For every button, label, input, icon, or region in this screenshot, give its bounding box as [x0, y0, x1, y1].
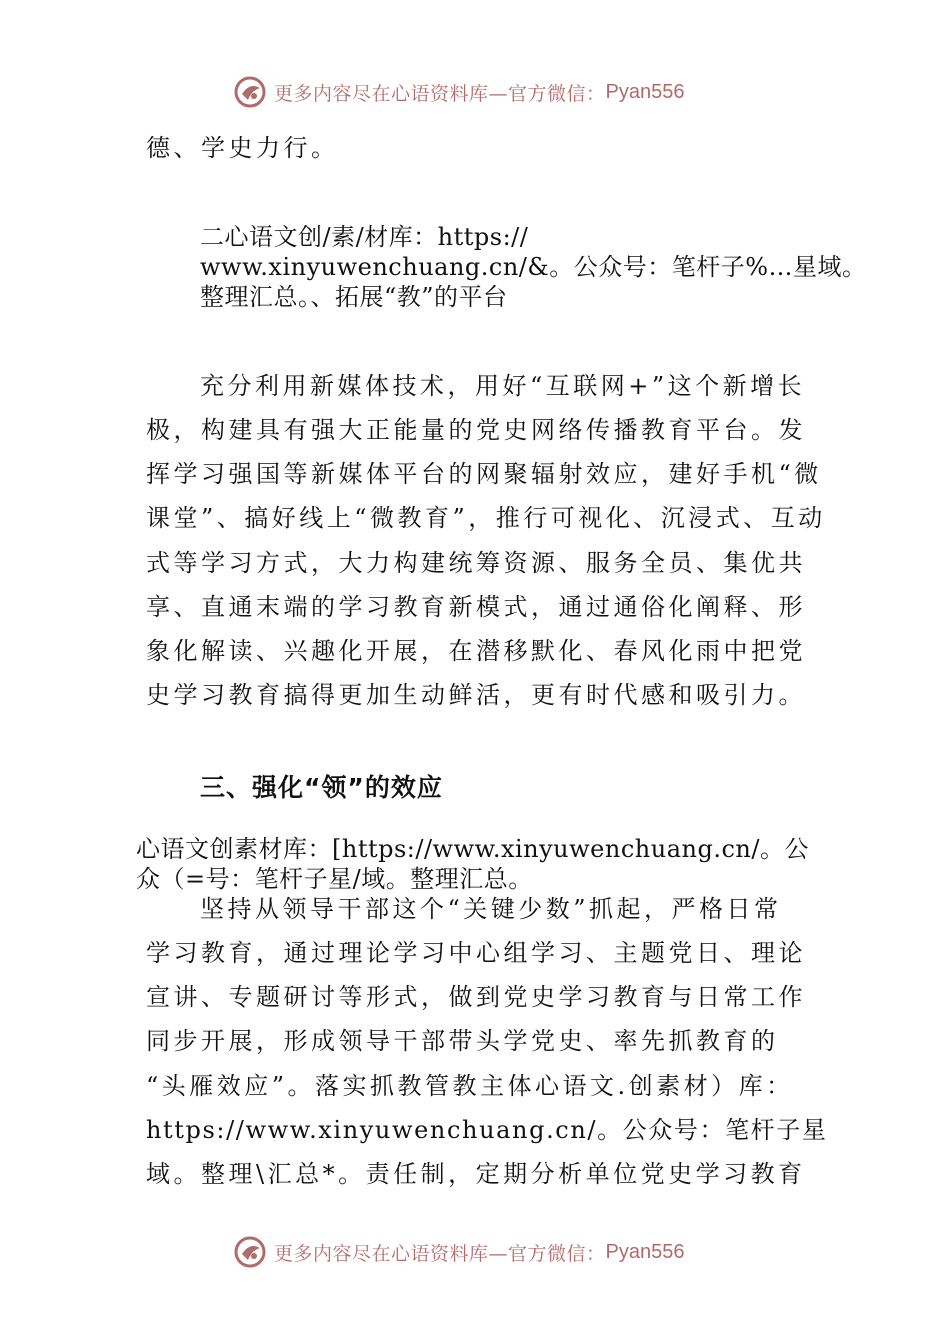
text-line: 同步开展，形成领导干部带头学党史、率先抓教育的 [146, 1027, 779, 1055]
text-line: https://www.xinyuwenchuang.cn/。公众号：笔杆子星 [146, 1116, 828, 1144]
seal-logo-icon [232, 74, 268, 110]
watermark-text: 更多内容尽在心语资料库—官方微信： [274, 1242, 606, 1265]
watermark-wechat: Pyan556 [605, 80, 685, 103]
text-line: “头雁效应”。落实抓教管教主体心语文.创素材）库： [146, 1072, 794, 1100]
text-line: 享、直通末端的学习教育新模式，通过通俗化阐释、形 [146, 593, 806, 621]
text-line: 心语文创素材库：[https://www.xinyuwenchuang.cn/。公 [136, 835, 809, 863]
text-line: 极，构建具有强大正能量的党史网络传播教育平台。发 [146, 416, 806, 444]
section-heading: 三、强化“领”的效应 [200, 773, 443, 802]
text-line: 象化解读、兴趣化开展，在潜移默化、春风化雨中把党 [146, 637, 806, 665]
text-line: 课堂”、搞好线上“微教育”，推行可视化、沉浸式、互动 [146, 504, 826, 532]
text-line: 充分利用新媒体技术，用好“互联网+”这个新增长 [200, 372, 806, 400]
text-line: 德、学史力行。 [146, 134, 339, 162]
text-line: 挥学习强国等新媒体平台的网聚辐射效应，建好手机“微 [146, 460, 822, 488]
text-line: 史学习教育搞得更加生动鲜活，更有时代感和吸引力。 [146, 681, 806, 709]
text-line: 域。整理\汇总*。责任制，定期分析单位党史学习教育 [146, 1160, 806, 1188]
footer-watermark [232, 1232, 684, 1272]
text-line: 众（=号：笔杆子星/域。整理汇总。 [136, 865, 533, 893]
text-line: 宣讲、专题研讨等形式，做到党史学习教育与日常工作 [146, 983, 806, 1011]
header-watermark [232, 72, 684, 112]
text-line: www.xinyuwenchuang.cn/&。公众号：笔杆子%…星域。 [200, 253, 867, 281]
watermark-text: 更多内容尽在心语资料库—官方微信： [274, 82, 606, 105]
text-line: 整理汇总。、拓展“教”的平台 [200, 283, 508, 311]
text-line: 学习教育，通过理论学习中心组学习、主题党日、理论 [146, 939, 806, 967]
text-line: 坚持从领导干部这个“关键少数”抓起，严格日常 [200, 895, 782, 923]
watermark-wechat: Pyan556 [605, 1240, 685, 1263]
text-line: 二心语文创/素/材库：https:// [200, 223, 529, 251]
text-line: 式等学习方式，大力构建统筹资源、服务全员、集优共 [146, 549, 806, 577]
seal-logo-icon [232, 1234, 268, 1270]
